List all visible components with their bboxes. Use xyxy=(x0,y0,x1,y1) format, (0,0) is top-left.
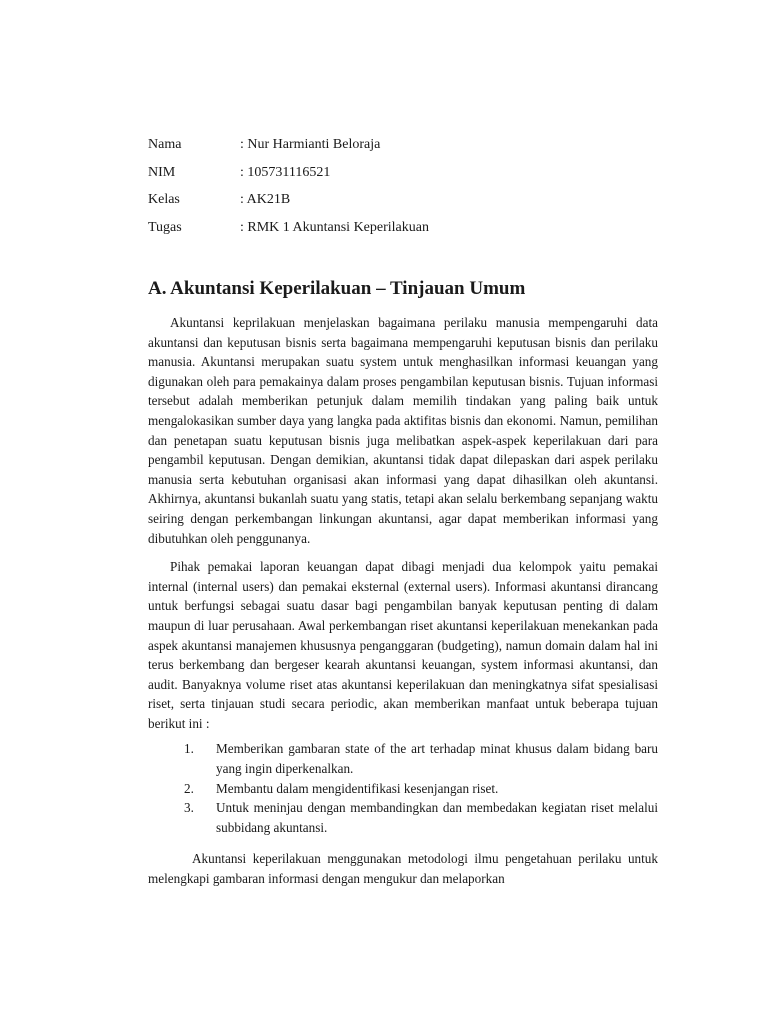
info-row-nim xyxy=(148,163,668,191)
info-label: NIM xyxy=(148,164,176,180)
paragraph: Pihak pemakai laporan keuangan dapat dibagi menjadi dua kelompok yaitu pemakai internal (internal users) dan pemakai eksternal (external users). Informasi akuntansi dirancang untuk berfungsi sebagai suatu dasar bagi pengambilan banyak keputusan penting di dalam maupun di luar perusahaan. Awal perkembangan riset akuntansi keperilakuan menekankan pada aspek akuntansi manajemen khususnya penganggaran (budgeting), namun domain dalam hal ini terus berkembang dan bergeser kearah akuntansi keuangan, system informasi akuntansi, dan audit. Banyaknya volume riset atas akuntansi keperilakuan dan meningkatnya sifat spesialisasi riset, serta tinjauan studi secara periodic, akan memberikan manfaat untuk beberapa tujuan berikut ini : xyxy=(148,559,658,731)
list-item xyxy=(148,779,658,799)
info-value: : AK21B xyxy=(240,192,291,207)
paragraph: Akuntansi keprilakuan menjelaskan bagaimana perilaku manusia mempengaruhi data akuntansi dan keputusan bisnis serta bagaimana mempengaruhi keputusan bisnis dan perilaku manusia. Akuntansi merupakan suatu system untuk menghasilkan informasi keuangan yang digunakan oleh para pemakainya dalam proses pengambilan keputusan bisnis. Tujuan informasi tersebut adalah memberikan petunjuk dalam memilih tindakan yang paling baik untuk mengalokasikan sumber daya yang langka pada aktifitas bisnis dan ekonomi. Namun, pemilihan dan penetapan suatu keputusan bisnis juga melibatkan aspek-aspek keperilakuan dari para pengambil keputusan. Dengan demikian, akuntansi tidak dapat dilepaskan dari aspek perilaku manusia serta kebutuhan organisasi akan informasi yang dapat dihasilkan oleh akuntansi. Akhirnya, akuntansi bukanlah suatu yang statis, tetapi akan selalu berkembang sepanjang waktu seiring dengan perkembangan linkungan akuntansi, agar dapat memberikan informasi yang dibutuhkan oleh penggunanya. xyxy=(148,315,658,546)
section-heading: A. Akuntansi Keperilakuan – Tinjauan Umum xyxy=(148,278,526,299)
info-value: : Nur Harmianti Beloraja xyxy=(240,137,381,152)
document-body xyxy=(148,313,658,889)
info-row-task xyxy=(148,218,668,246)
info-value: : RMK 1 Akuntansi Keperilakuan xyxy=(240,219,429,235)
info-label: Tugas xyxy=(148,219,182,235)
info-label: Kelas xyxy=(148,192,180,207)
list-item-text: Memberikan gambaran state of the art terhadap minat khusus dalam bidang baru yang ingin diperkenalkan. xyxy=(216,741,658,777)
purpose-list xyxy=(148,739,658,837)
list-item xyxy=(148,798,658,837)
list-number: 2. xyxy=(184,780,194,796)
info-label: Nama xyxy=(148,137,182,152)
info-value: : 105731116521 xyxy=(240,164,331,180)
list-item xyxy=(148,739,658,778)
list-item-text: Untuk meninjau dengan membandingkan dan membedakan kegiatan riset melalui subbidang akuntansi. xyxy=(216,800,658,835)
list-number: 1. xyxy=(184,741,194,757)
list-number: 3. xyxy=(184,800,194,816)
list-item-text: Membantu dalam mengidentifikasi kesenjangan riset. xyxy=(216,780,499,796)
info-row-name xyxy=(148,135,668,163)
student-info xyxy=(148,135,668,245)
paragraph: Akuntansi keperilakuan menggunakan metodologi ilmu pengetahuan perilaku untuk melengkapi gambaran informasi dengan mengukur dan melaporkan xyxy=(148,851,658,887)
info-row-class xyxy=(148,190,668,218)
